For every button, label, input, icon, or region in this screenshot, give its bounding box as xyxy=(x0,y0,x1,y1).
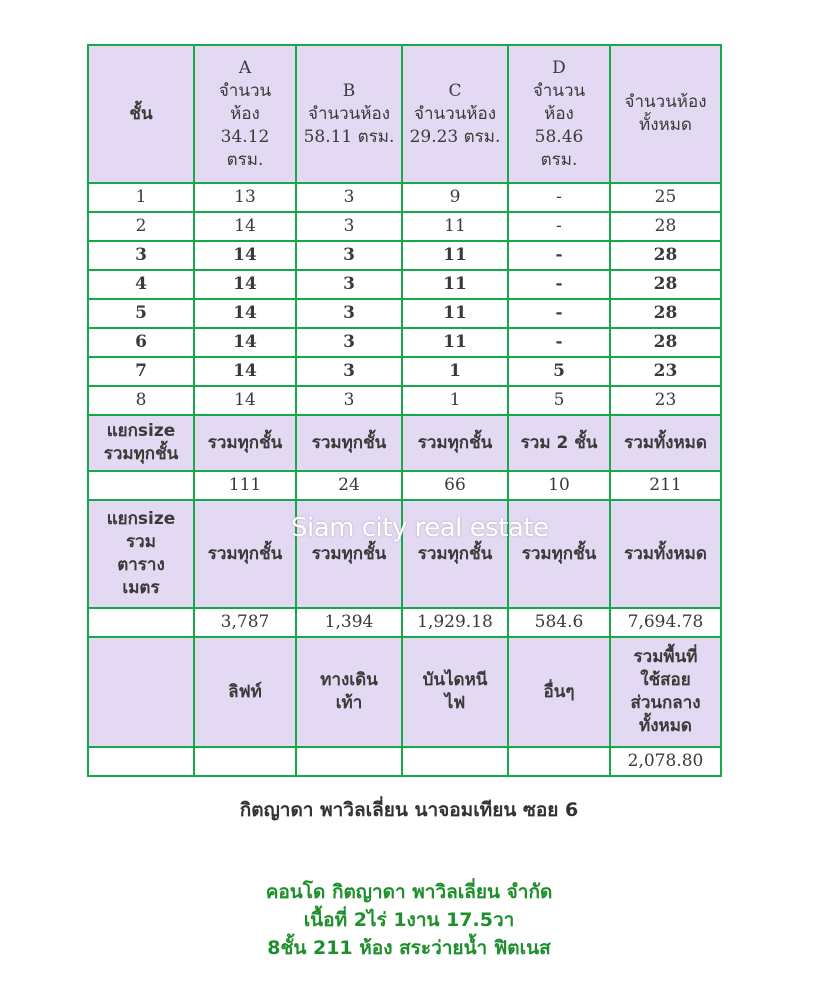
table-cell: 28 xyxy=(610,299,721,328)
table-cell xyxy=(88,747,194,776)
table-row xyxy=(88,357,721,386)
table-cell: 13 xyxy=(194,183,296,212)
common-area-col-a: ลิฟท์ xyxy=(194,637,296,747)
header-floor: ชั้น xyxy=(88,45,194,183)
table-cell: 14 xyxy=(194,328,296,357)
floor-cell: 8 xyxy=(88,386,194,415)
summary-rooms-col-d: รวม 2 ชั้น xyxy=(508,415,610,471)
common-area-values xyxy=(88,747,721,776)
footer-company-name: คอนโด กิตญาดา พาวิลเลี่ยน จำกัด xyxy=(265,881,553,903)
floor-cell: 2 xyxy=(88,212,194,241)
table-cell: - xyxy=(508,241,610,270)
summary-area-col-b: รวมทุกชั้น xyxy=(296,500,402,608)
table-cell: 3,787 xyxy=(194,608,296,637)
common-area-header xyxy=(88,637,721,747)
room-summary-table xyxy=(87,44,722,777)
table-cell: 111 xyxy=(194,471,296,500)
table-cell: 9 xyxy=(402,183,508,212)
table-cell: 28 xyxy=(610,212,721,241)
table-cell xyxy=(402,747,508,776)
summary-area-label: แยกsize รวม ตาราง เมตร xyxy=(88,500,194,608)
table-cell: 11 xyxy=(402,241,508,270)
table-cell: 14 xyxy=(194,357,296,386)
table-cell: 5 xyxy=(508,386,610,415)
table-cell: 28 xyxy=(610,270,721,299)
table-cell: 28 xyxy=(610,241,721,270)
table-cell: 10 xyxy=(508,471,610,500)
footer-land-area: เนื้อที่ 2ไร่ 1งาน 17.5วา xyxy=(303,909,515,931)
table-cell: - xyxy=(508,270,610,299)
table-cell xyxy=(508,747,610,776)
table-cell xyxy=(194,747,296,776)
table-row xyxy=(88,386,721,415)
table-cell: 14 xyxy=(194,386,296,415)
footer-facilities: 8ชั้น 211 ห้อง สระว่ายน้ำ ฟิตเนส xyxy=(267,937,551,959)
header-col-a: A จำนวน ห้อง 34.12 ตรม. xyxy=(194,45,296,183)
table-cell: 14 xyxy=(194,241,296,270)
table-cell: 3 xyxy=(296,328,402,357)
table-cell: 11 xyxy=(402,299,508,328)
summary-rooms-header xyxy=(88,415,721,471)
summary-area-col-a: รวมทุกชั้น xyxy=(194,500,296,608)
location-caption: กิตญาดา พาวิลเลี่ยน นาจอมเทียน ซอย 6 xyxy=(239,799,579,821)
table-cell: 14 xyxy=(194,270,296,299)
table-cell: 1,929.18 xyxy=(402,608,508,637)
common-area-col-d: อื่นๆ xyxy=(508,637,610,747)
table-cell: 211 xyxy=(610,471,721,500)
table-cell: 11 xyxy=(402,270,508,299)
table-cell: 584.6 xyxy=(508,608,610,637)
table-cell xyxy=(88,608,194,637)
header-row xyxy=(88,45,721,183)
table-row xyxy=(88,328,721,357)
summary-rooms-values xyxy=(88,471,721,500)
summary-area-col-d: รวมทุกชั้น xyxy=(508,500,610,608)
header-col-total: จำนวนห้อง ทั้งหมด xyxy=(610,45,721,183)
table-cell: 14 xyxy=(194,212,296,241)
table-cell: 3 xyxy=(296,212,402,241)
table-cell: 3 xyxy=(296,241,402,270)
table-cell: 3 xyxy=(296,357,402,386)
summary-rooms-col-c: รวมทุกชั้น xyxy=(402,415,508,471)
common-area-col-total: รวมพื้นที่ ใช้สอย ส่วนกลาง ทั้งหมด xyxy=(610,637,721,747)
common-area-label xyxy=(88,637,194,747)
table-cell: 66 xyxy=(402,471,508,500)
table-cell: - xyxy=(508,212,610,241)
watermark-text: Siam city real estate xyxy=(291,513,549,543)
table-cell: 1 xyxy=(402,386,508,415)
header-col-c: C จำนวนห้อง 29.23 ตรม. xyxy=(402,45,508,183)
floor-cell: 1 xyxy=(88,183,194,212)
table-cell: 24 xyxy=(296,471,402,500)
table-cell: 3 xyxy=(296,299,402,328)
table-cell: - xyxy=(508,328,610,357)
table-cell: 23 xyxy=(610,386,721,415)
table-cell xyxy=(88,471,194,500)
table-row xyxy=(88,299,721,328)
summary-area-col-total: รวมทั้งหมด xyxy=(610,500,721,608)
table-cell: 25 xyxy=(610,183,721,212)
common-area-col-b: ทางเดิน เท้า xyxy=(296,637,402,747)
table-cell: 5 xyxy=(508,357,610,386)
floor-cell: 5 xyxy=(88,299,194,328)
table-cell: 28 xyxy=(610,328,721,357)
floor-cell: 4 xyxy=(88,270,194,299)
table-cell: 11 xyxy=(402,212,508,241)
table-cell: 2,078.80 xyxy=(610,747,721,776)
table-cell: 1 xyxy=(402,357,508,386)
table-cell xyxy=(296,747,402,776)
summary-rooms-col-total: รวมทั้งหมด xyxy=(610,415,721,471)
table-row xyxy=(88,183,721,212)
floor-cell: 7 xyxy=(88,357,194,386)
summary-rooms-col-a: รวมทุกชั้น xyxy=(194,415,296,471)
table-cell: - xyxy=(508,183,610,212)
summary-rooms-col-b: รวมทุกชั้น xyxy=(296,415,402,471)
table-cell: 23 xyxy=(610,357,721,386)
floor-cell: 6 xyxy=(88,328,194,357)
floor-cell: 3 xyxy=(88,241,194,270)
table-cell: - xyxy=(508,299,610,328)
header-col-d: D จำนวน ห้อง 58.46 ตรม. xyxy=(508,45,610,183)
table-cell: 3 xyxy=(296,183,402,212)
summary-area-col-c: รวมทุกชั้น xyxy=(402,500,508,608)
table-cell: 3 xyxy=(296,270,402,299)
table-cell: 3 xyxy=(296,386,402,415)
common-area-col-c: บันไดหนี ไฟ xyxy=(402,637,508,747)
header-col-b: B จำนวนห้อง 58.11 ตรม. xyxy=(296,45,402,183)
table-row xyxy=(88,212,721,241)
table-row xyxy=(88,270,721,299)
table-cell: 11 xyxy=(402,328,508,357)
table-cell: 7,694.78 xyxy=(610,608,721,637)
summary-rooms-label: แยกsize รวมทุกชั้น xyxy=(88,415,194,471)
table-cell: 1,394 xyxy=(296,608,402,637)
table-row xyxy=(88,241,721,270)
table-cell: 14 xyxy=(194,299,296,328)
summary-area-values xyxy=(88,608,721,637)
